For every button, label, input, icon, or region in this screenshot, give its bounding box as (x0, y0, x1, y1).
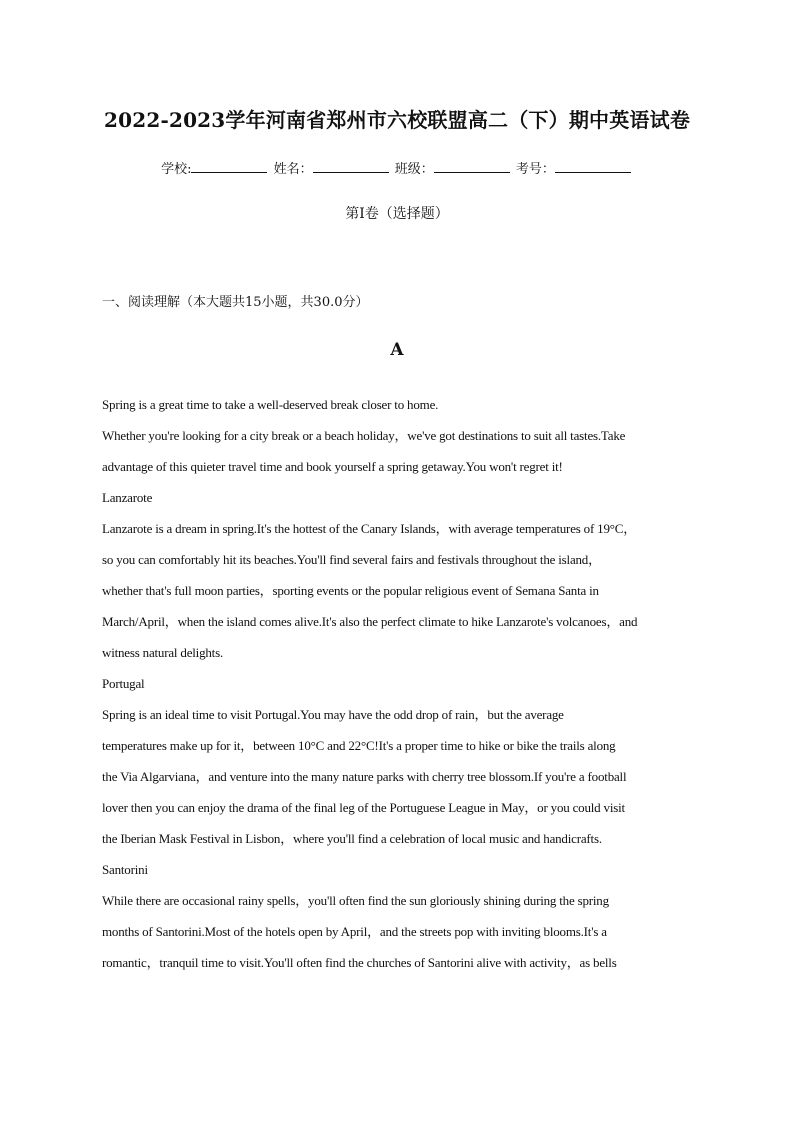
passage-line: lover then you can enjoy the drama of the final leg of the Portuguese League in May，or you could visit (102, 800, 625, 815)
passage-line: While there are occasional rainy spells，you'll often find the sun gloriously shining during the spring (102, 893, 609, 908)
section-heading: 一、阅读理解（本大题共15小题，共30.0分） (102, 295, 369, 310)
volume-heading: 第I卷（选择题） (345, 206, 449, 222)
passage-line: the Iberian Mask Festival in Lisbon，where you'll find a celebration of local music and handicrafts. (102, 831, 602, 846)
exam-number-blank (555, 160, 631, 173)
passage-letter: A (390, 340, 404, 360)
exam-title: 2022-2023学年河南省郑州市六校联盟高二（下）期中英语试卷 (103, 108, 691, 132)
class-label: 班级： (394, 162, 434, 177)
passage-line: Whether you're looking for a city break or a beach holiday，we've got destinations to suit all tastes.Take (102, 428, 626, 443)
passage-line: witness natural delights. (102, 645, 224, 660)
passage-line: months of Santorini.Most of the hotels open by April，and the streets pop with inviting blooms.It's a (102, 924, 607, 939)
passage-line: so you can comfortably hit its beaches.You'll find several fairs and festivals throughout the island， (102, 552, 601, 567)
passage-subheading: Lanzarote (102, 490, 153, 505)
school-label: 学校: (161, 162, 192, 177)
passage-body (102, 389, 702, 978)
passage-line: whether that's full moon parties，sporting events or the popular religious event of Semana Santa in (102, 583, 599, 598)
passage-line: Lanzarote is a dream in spring.It's the hottest of the Canary Islands，with average temperatures of 19°C， (102, 521, 637, 536)
name-label: 姓名： (273, 162, 313, 177)
class-blank (434, 160, 510, 173)
passage-line: advantage of this quieter travel time and book yourself a spring getaway.You won't regret it! (102, 459, 563, 474)
passage-line: romantic，tranquil time to visit.You'll often find the churches of Santorini alive with activity，as bells (102, 955, 617, 970)
passage-line: Spring is a great time to take a well-deserved break closer to home. (102, 397, 439, 412)
passage-subheading: Portugal (102, 676, 145, 691)
student-info-line (0, 158, 794, 177)
passage-line: Spring is an ideal time to visit Portugal.You may have the odd drop of rain，but the average (102, 707, 564, 722)
passage-line: temperatures make up for it，between 10°C and 22°C!It's a proper time to hike or bike the trails along (102, 738, 616, 753)
passage-line: March/April，when the island comes alive.It's also the perfect climate to hike Lanzarote's volcanoes，and (102, 614, 638, 629)
passage-line: the Via Algarviana，and venture into the many nature parks with cherry tree blossom.If you're a football (102, 769, 627, 784)
school-blank (191, 160, 267, 173)
passage-subheading: Santorini (102, 862, 148, 877)
name-blank (313, 160, 389, 173)
exam-number-label: 考号： (515, 162, 555, 177)
